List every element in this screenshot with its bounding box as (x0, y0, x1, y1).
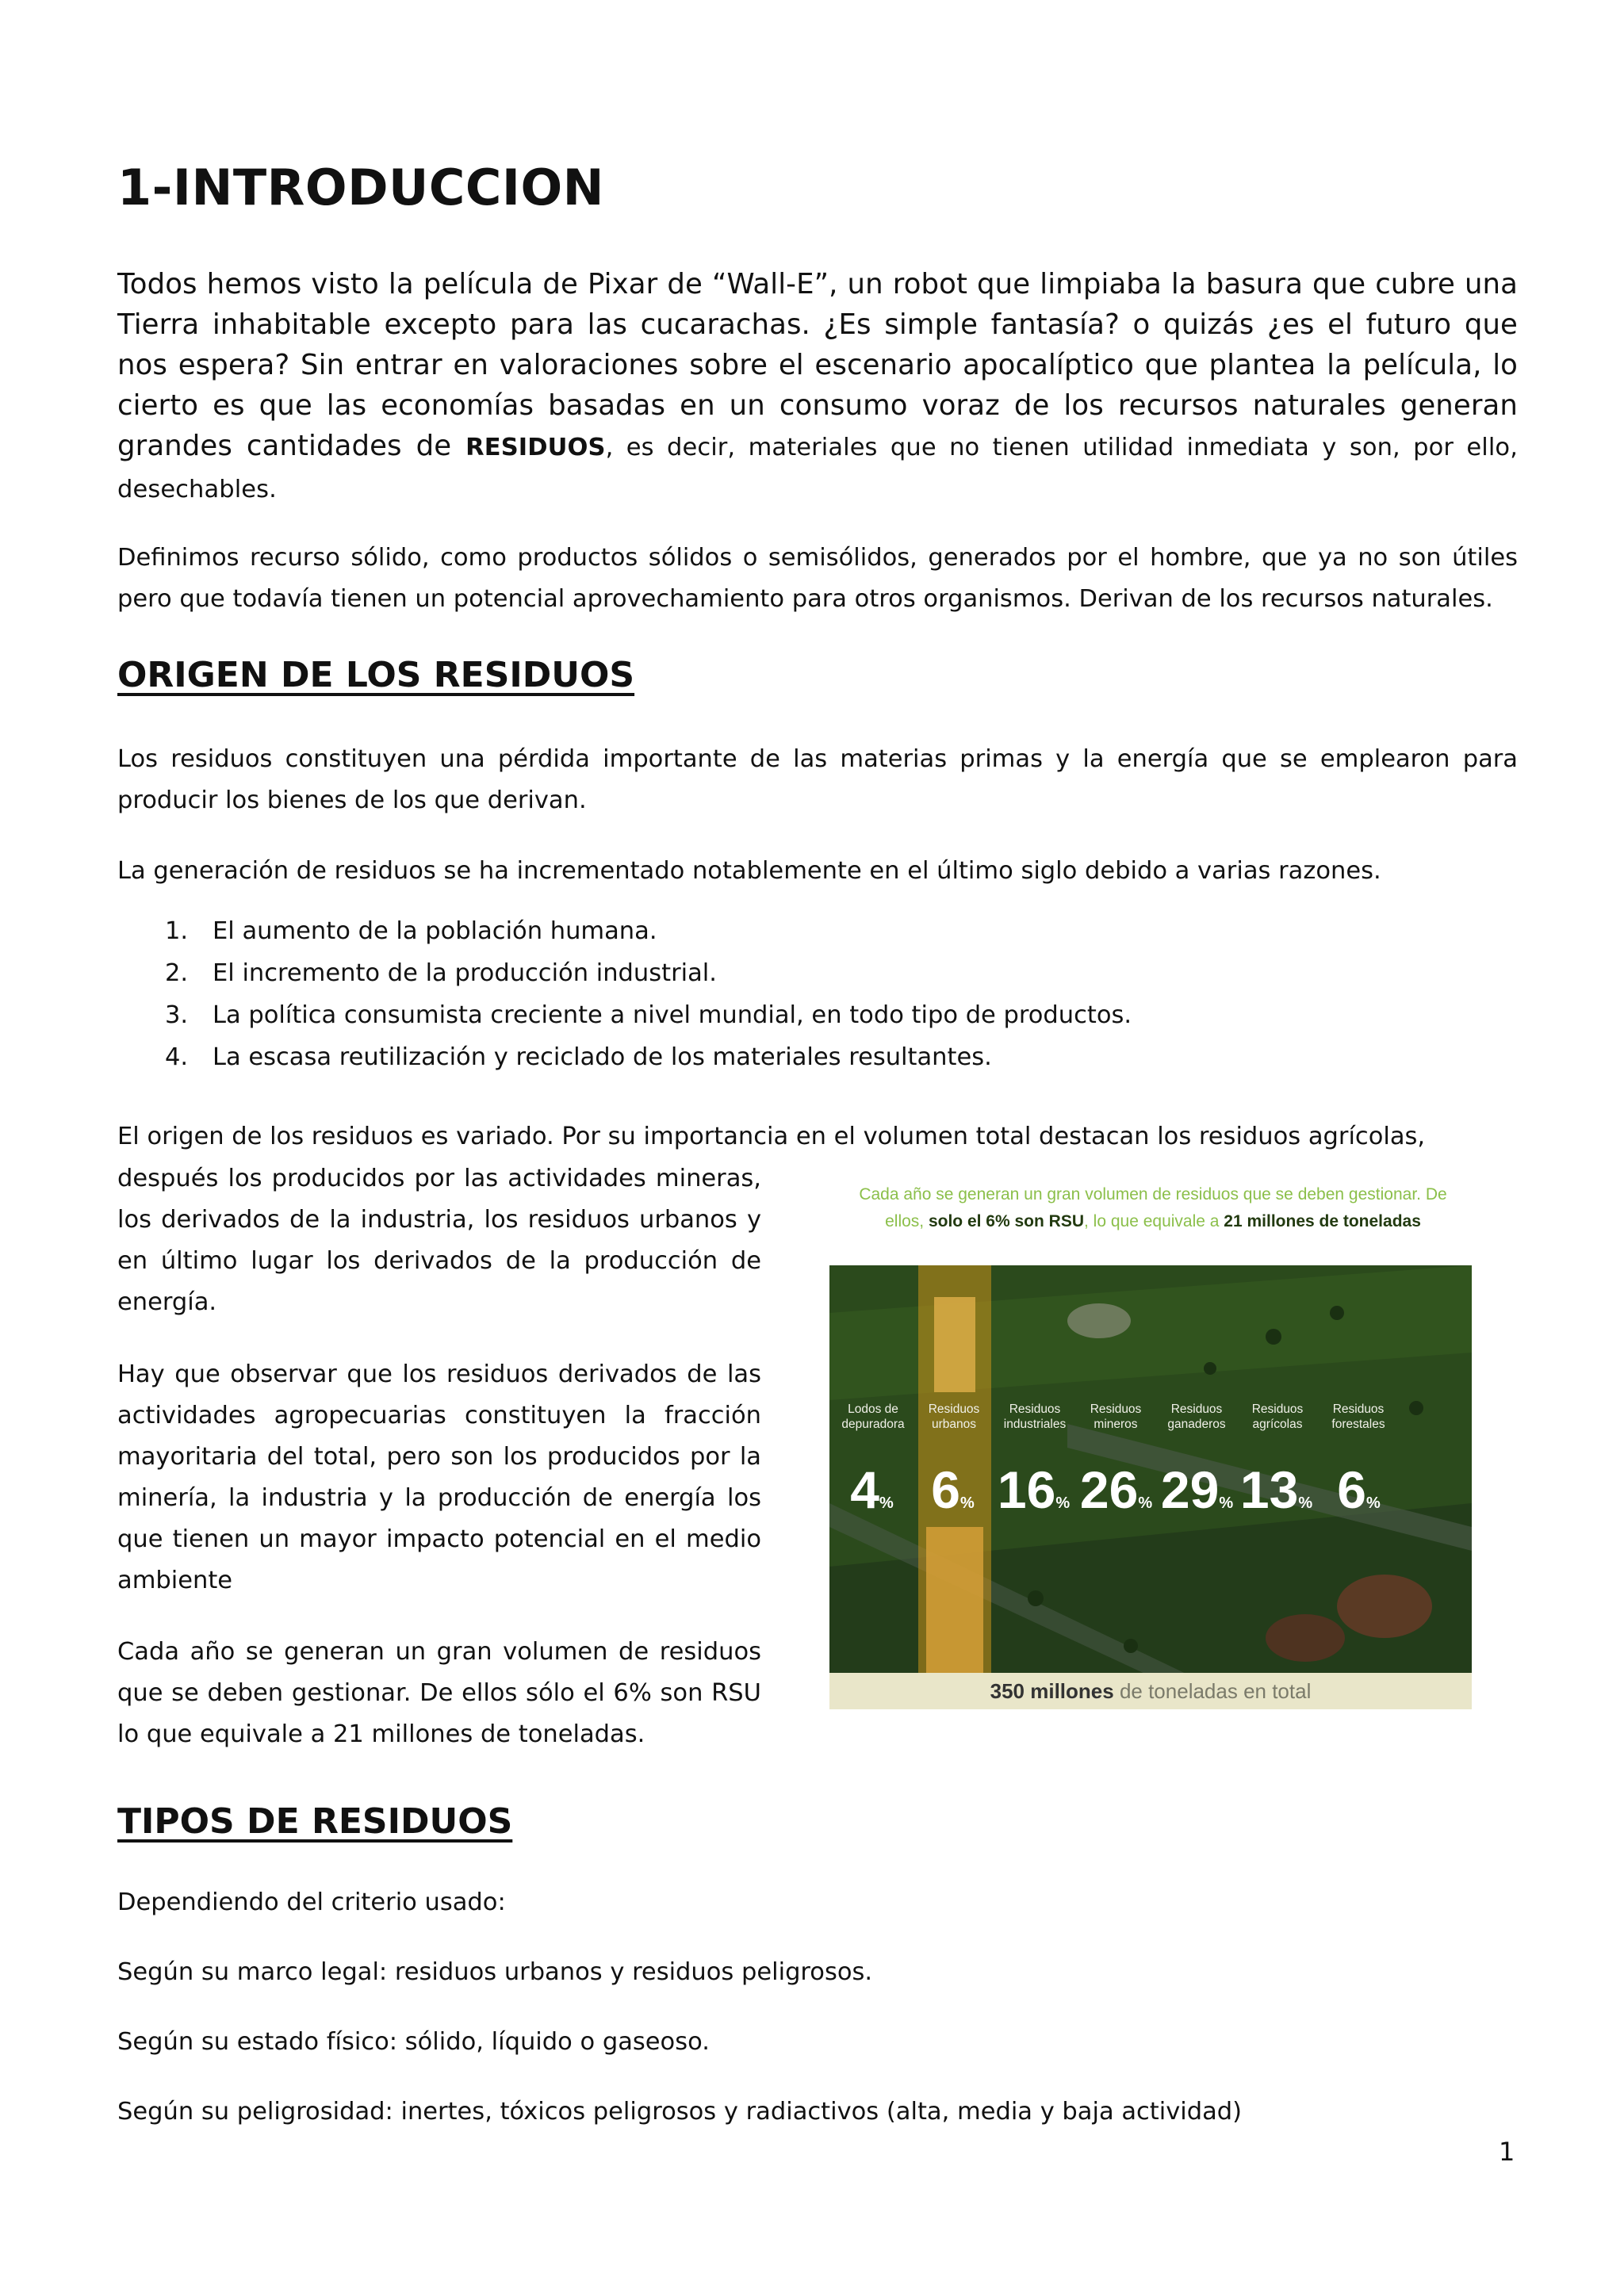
percent-unit: % (1219, 1494, 1234, 1512)
origen-paragraph-3-cont: después los producidos por las actividades mineras, los derivados de la industria, los residuos urbanos y en último lugar los derivados de la producción de energía. (117, 1165, 761, 1316)
origen-paragraph-2: La generación de residuos se ha incrementado notablemente en el último siglo debido a varias razones. (117, 857, 1381, 885)
total-rest: de toneladas en total (1113, 1679, 1312, 1703)
list-text: La escasa reutilización y reciclado de los materiales resultantes. (213, 1043, 992, 1071)
percent-value: 16 (997, 1460, 1056, 1519)
list-number: 3. (165, 1001, 189, 1029)
causes-list (117, 910, 1132, 1078)
list-number: 4. (165, 1043, 189, 1071)
category-label: Residuos mineros (1090, 1402, 1142, 1431)
category-percent (1313, 1462, 1404, 1531)
origen-paragraph-4: Hay que observar que los residuos derivados de las actividades agropecuarias constituyen la fracción mayoritaria del total, pero son los producidos por la minería, la industria y la producción de energía los que tienen un mayor impacto potencial en el medio ambiente (117, 1360, 761, 1594)
origen-heading: ORIGEN DE LOS RESIDUOS (117, 655, 635, 695)
list-number: 2. (165, 959, 189, 987)
origen-paragraph-5: Cada año se generan un gran volumen de residuos que se deben gestionar. De ellos sólo el 6% son RSU lo que equivale a 21 millones de toneladas. (117, 1638, 761, 1748)
percent-value: 26 (1079, 1460, 1139, 1519)
infographic-image (829, 1265, 1472, 1709)
category-percent (829, 1462, 917, 1531)
percent-unit: % (1055, 1494, 1071, 1512)
infographic-caption (788, 1181, 1518, 1235)
category-label: Residuos ganaderos (1167, 1402, 1226, 1431)
page-title: 1-INTRODUCCION (117, 159, 605, 216)
definition-paragraph: Definimos recurso sólido, como productos sólidos o semisólidos, generados por el hombre, que ya no son útiles pero que todavía tienen un potencial aprovechamiento para otros organismos. Derivan de los recursos naturales. (117, 544, 1518, 613)
percent-unit: % (1138, 1494, 1153, 1512)
tipos-heading: TIPOS DE RESIDUOS (117, 1801, 513, 1842)
category-label: Residuos industriales (1003, 1402, 1067, 1431)
percent-unit: % (879, 1494, 894, 1512)
category-percent (907, 1462, 998, 1531)
category-label: Residuos agrícolas (1251, 1402, 1304, 1431)
list-text: El incremento de la producción industrial. (213, 959, 717, 987)
origen-paragraph-3: El origen de los residuos es variado. Por su importancia en el volumen total destacan los residuos agrícolas, (117, 1123, 1426, 1150)
waste-infographic (788, 1181, 1518, 1712)
caption-part-c: , lo que equivale a (1084, 1212, 1224, 1230)
list-item (117, 1036, 1132, 1078)
intro-text: Todos hemos visto la película de Pixar de “Wall-E”, un robot que limpiaba la basura que cubre una Tierra inhabitable excepto para las cucarachas. ¿Es simple fantasía? o quizás ¿es el futuro que nos espera? Sin entrar en valoraciones sobre el escenario apocalíptico que plantea la película, lo cierto es que las economías basadas en un consumo voraz de los recursos naturales generan grandes cantidades de (117, 268, 1518, 462)
percent-value: 4 (850, 1460, 879, 1519)
percent-unit: % (959, 1494, 975, 1512)
percent-value: 13 (1239, 1460, 1299, 1519)
caption-part-a: ellos, (885, 1212, 929, 1230)
list-item (117, 994, 1132, 1036)
list-number: 1. (165, 917, 189, 945)
list-text: El aumento de la población humana. (213, 917, 657, 945)
list-item (117, 952, 1132, 994)
total-banner (829, 1673, 1472, 1709)
category-percent (1151, 1462, 1243, 1531)
percent-value: 6 (1337, 1460, 1366, 1519)
origen-paragraph-1: Los residuos constituyen una pérdida importante de las materias primas y la energía que se emplearon para producir los bienes de los que derivan. (117, 745, 1518, 814)
category-label: Residuos forestales (1331, 1402, 1385, 1431)
list-item (117, 910, 1132, 952)
intro-paragraph (117, 264, 1518, 510)
caption-part-b: solo el 6% son RSU (928, 1212, 1084, 1230)
residuos-bold: RESIDUOS (465, 434, 606, 461)
caption-line-1: Cada año se generan un gran volumen de residuos que se deben gestionar. De (859, 1185, 1447, 1203)
tipos-line: Según su estado físico: sólido, líquido o gaseoso. (117, 2028, 710, 2056)
intro-tail: , es decir, materiales que no tienen utilidad inmediata y son, por ello, desechables. (117, 434, 1518, 503)
list-text: La política consumista creciente a nivel mundial, en todo tipo de productos. (213, 1001, 1132, 1029)
category-percent (1071, 1462, 1162, 1531)
total-bold: 350 millones (990, 1679, 1114, 1703)
category-label: Lodos de depuradora (841, 1402, 905, 1431)
percent-value: 6 (931, 1460, 960, 1519)
page-number: 1 (1499, 2137, 1515, 2167)
category-label: Residuos urbanos (928, 1402, 980, 1431)
category-percent (988, 1462, 1079, 1531)
percent-unit: % (1298, 1494, 1313, 1512)
percent-unit: % (1365, 1494, 1381, 1512)
percent-value: 29 (1160, 1460, 1220, 1519)
caption-part-d: 21 millones de toneladas (1224, 1212, 1421, 1230)
document-page (117, 0, 1518, 2296)
tipos-line: Según su marco legal: residuos urbanos y residuos peligrosos. (117, 1958, 873, 1986)
tipos-line: Dependiendo del criterio usado: (117, 1888, 506, 1916)
tipos-line: Según su peligrosidad: inertes, tóxicos peligrosos y radiactivos (alta, media y baja actividad) (117, 2098, 1243, 2126)
category-percent (1231, 1462, 1322, 1531)
